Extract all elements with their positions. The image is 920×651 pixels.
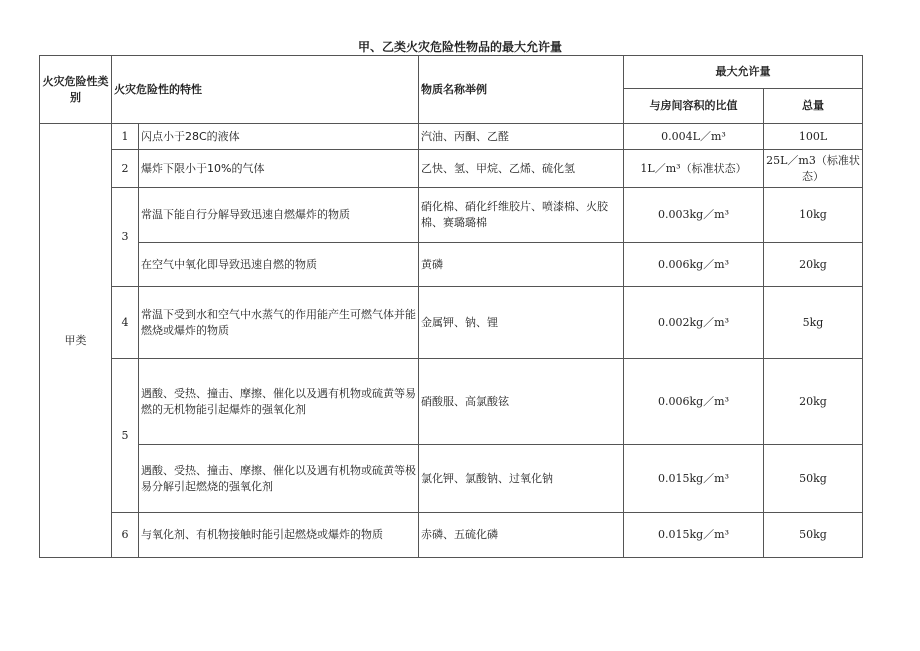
ratio-cell: 0.006kg／m³: [624, 243, 764, 287]
category-cell: 甲类: [40, 124, 112, 558]
table-row: [40, 359, 863, 445]
table-row: [40, 513, 863, 558]
total-cell: 20kg: [764, 243, 863, 287]
ratio-cell: 0.015kg／m³: [624, 513, 764, 558]
table-row: [40, 243, 863, 287]
table-row: [40, 150, 863, 188]
feature-cell: 常温下能自行分解导致迅速自燃爆炸的物质: [139, 188, 419, 243]
row-number: 2: [112, 150, 139, 188]
feature-cell: 常温下受到水和空气中水蒸气的作用能产生可燃气体并能燃烧或爆炸的物质: [139, 287, 419, 359]
row-number: 3: [112, 188, 139, 287]
examples-cell: 硝化棉、硝化纤维胶片、喷漆棉、火胶棉、赛璐璐棉: [419, 188, 624, 243]
row-number: 5: [112, 359, 139, 513]
header-characteristic: 火灾危险性的特性: [112, 56, 419, 124]
header-max-allowed: 最大允许量: [624, 56, 863, 89]
total-cell: 5kg: [764, 287, 863, 359]
feature-cell: 闪点小于28C的液体: [139, 124, 419, 150]
table-row: [40, 124, 863, 150]
table-title: 甲、乙类火灾危险性物品的最大允许量: [357, 40, 562, 54]
header-ratio: 与房间容积的比值: [624, 89, 764, 124]
ratio-cell: 1L／m³（标准状态）: [624, 150, 764, 188]
ratio-cell: 0.003kg／m³: [624, 188, 764, 243]
feature-cell: 爆炸下限小于10%的气体: [139, 150, 419, 188]
row-number: 4: [112, 287, 139, 359]
examples-cell: 汽油、丙酮、乙醛: [419, 124, 624, 150]
table-row: [40, 188, 863, 243]
examples-cell: 黄磷: [419, 243, 624, 287]
feature-cell: 与氧化剂、有机物接触时能引起燃烧或爆炸的物质: [139, 513, 419, 558]
examples-cell: 乙快、氢、甲烷、乙烯、硫化氢: [419, 150, 624, 188]
examples-cell: 金属钾、钠、锂: [419, 287, 624, 359]
feature-cell: 遇酸、受热、撞击、摩擦、催化以及遇有机物或硫黄等极易分解引起燃烧的强氧化剂: [139, 445, 419, 513]
header-total: 总量: [764, 89, 863, 124]
total-cell: 10kg: [764, 188, 863, 243]
examples-cell: 氯化钾、氯酸钠、过氧化钠: [419, 445, 624, 513]
table-row: [40, 287, 863, 359]
examples-cell: 赤磷、五硫化磷: [419, 513, 624, 558]
table-row: [40, 445, 863, 513]
max-allowance-table: [39, 55, 863, 558]
row-number: 1: [112, 124, 139, 150]
total-cell: 20kg: [764, 359, 863, 445]
ratio-cell: 0.015kg／m³: [624, 445, 764, 513]
header-examples: 物质名称举例: [419, 56, 624, 124]
feature-cell: 遇酸、受热、撞击、摩擦、催化以及遇有机物或硫黄等易燃的无机物能引起爆炸的强氧化剂: [139, 359, 419, 445]
ratio-cell: 0.002kg／m³: [624, 287, 764, 359]
total-cell: 100L: [764, 124, 863, 150]
total-cell: 25L／m3（标准状态）: [764, 150, 863, 188]
examples-cell: 硝酸服、高氯酸铉: [419, 359, 624, 445]
header-category: 火灾危险性类别: [40, 56, 112, 124]
total-cell: 50kg: [764, 445, 863, 513]
ratio-cell: 0.004L／m³: [624, 124, 764, 150]
feature-cell: 在空气中氧化即导致迅速自燃的物质: [139, 243, 419, 287]
ratio-cell: 0.006kg／m³: [624, 359, 764, 445]
row-number: 6: [112, 513, 139, 558]
total-cell: 50kg: [764, 513, 863, 558]
